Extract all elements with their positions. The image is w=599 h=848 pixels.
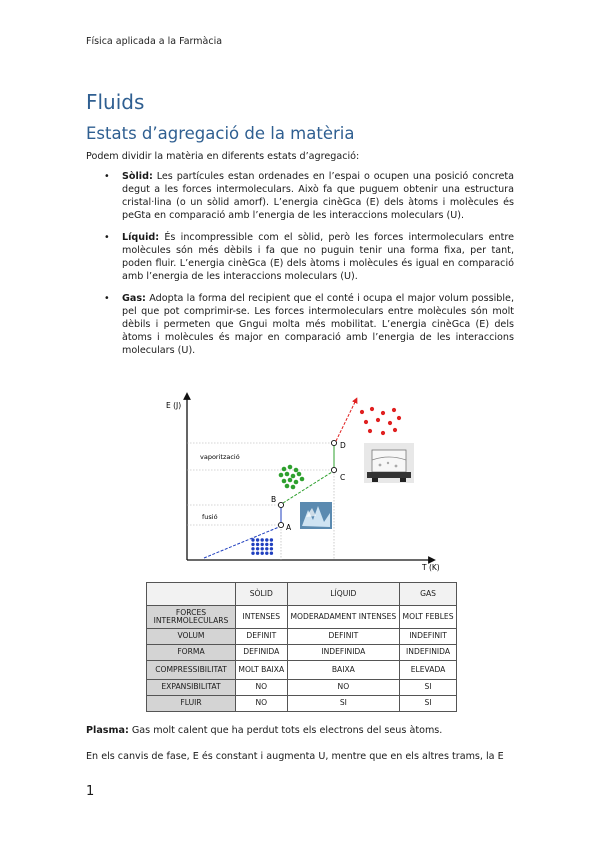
table-cell: DEFINIT bbox=[287, 629, 400, 645]
solid-particle bbox=[265, 547, 268, 550]
point-c-marker bbox=[331, 467, 336, 472]
gas-particle bbox=[388, 421, 392, 425]
table-cell: SI bbox=[400, 696, 457, 712]
x-axis-label: T (K) bbox=[422, 563, 440, 572]
liquid-particles bbox=[279, 465, 305, 490]
table-cell: INDEFINIT bbox=[400, 629, 457, 645]
table-cell: NO bbox=[287, 680, 400, 696]
gas-particle bbox=[381, 431, 385, 435]
vaporization-label: vaporització bbox=[200, 453, 240, 461]
table-cell: NO bbox=[236, 680, 288, 696]
plasma-text: Gas molt calent que ha perdut tots els electrons del seus àtoms. bbox=[128, 725, 443, 736]
table-cell: DEFINIT bbox=[236, 629, 288, 645]
table-header-gas: GAS bbox=[400, 583, 457, 606]
term-solid: Sòlid: bbox=[122, 171, 153, 182]
row-label: FORMA bbox=[147, 645, 236, 661]
term-gas: Gas: bbox=[122, 293, 146, 304]
solid-particle bbox=[265, 538, 268, 541]
table-row bbox=[147, 629, 457, 645]
table-row bbox=[147, 606, 457, 629]
states-list bbox=[104, 170, 514, 366]
table-cell: MOLT BAIXA bbox=[236, 661, 288, 680]
gas-particle bbox=[397, 416, 401, 420]
table-header-solid: SÒLID bbox=[236, 583, 288, 606]
text-liquid: És incompressible com el sòlid, però les forces intermoleculars entre molècules són més dèbils i fa que no puguin tenir una forma fixa, per tant, poden fluir. L’energia cinèGca (E) dels àtoms i molècules és igual en comparació amb l’energia de les interaccions moleculars (U). bbox=[122, 232, 514, 282]
row-label: FORCES INTERMOLECULARS bbox=[147, 606, 236, 629]
table-cell: BAIXA bbox=[287, 661, 400, 680]
list-item-solid bbox=[104, 170, 514, 222]
bullet-glyph: • bbox=[104, 171, 110, 182]
fusion-label: fusió bbox=[202, 513, 218, 521]
plasma-paragraph bbox=[86, 724, 442, 737]
bullet-glyph: • bbox=[104, 293, 110, 304]
table-cell: NO bbox=[236, 696, 288, 712]
table-cell: DEFINIDA bbox=[236, 645, 288, 661]
liquid-particle bbox=[282, 479, 287, 484]
solid-particle bbox=[256, 552, 259, 555]
gas-particle bbox=[381, 411, 385, 415]
y-axis-label: E (J) bbox=[166, 401, 182, 410]
intro-paragraph: Podem dividir la matèria en diferents estats d’agregació: bbox=[86, 151, 360, 162]
phase-change-paragraph: En els canvis de fase, E és constant i augmenta U, mentre que en els altres trams, la E bbox=[86, 751, 504, 762]
liquid-particle bbox=[288, 465, 293, 470]
solid-particle bbox=[265, 552, 268, 555]
bullet-glyph: • bbox=[104, 232, 110, 243]
gas-particle bbox=[370, 407, 374, 411]
table-cell: MOLT FEBLES bbox=[400, 606, 457, 629]
point-d-marker bbox=[331, 440, 336, 445]
solid-particle bbox=[251, 538, 254, 541]
section-subtitle: Estats d’agregació de la matèria bbox=[86, 124, 355, 143]
gas-particle bbox=[364, 420, 368, 424]
row-label: VOLUM bbox=[147, 629, 236, 645]
gas-particle bbox=[393, 428, 397, 432]
solid-particle bbox=[270, 552, 273, 555]
gas-particles bbox=[360, 407, 401, 435]
table-corner bbox=[147, 583, 236, 606]
gas-segment bbox=[336, 400, 356, 441]
table-row bbox=[147, 661, 457, 680]
liquid-particle bbox=[294, 468, 299, 473]
page-title: Fluids bbox=[86, 90, 145, 114]
table-cell: SI bbox=[287, 696, 400, 712]
table-cell: INTENSES bbox=[236, 606, 288, 629]
page-header: Física aplicada a la Farmàcia bbox=[86, 36, 223, 47]
term-liquid: Líquid: bbox=[122, 232, 160, 243]
text-gas: Adopta la forma del recipient que el conté i ocupa el major volum possible, pel que pot comprimir-se. Les forces intermoleculars entre molècules són molt dèbils i permeten que Gngui molta més mobilitat. L’energia cinèGca (E) dels àtoms i molècules és major en comparació amb l’energia de les interaccions moleculars (U). bbox=[122, 293, 514, 356]
liquid-particle bbox=[288, 478, 293, 483]
table-cell: ELEVADA bbox=[400, 661, 457, 680]
solid-particle bbox=[261, 538, 264, 541]
gas-particle bbox=[368, 429, 372, 433]
table-header-liquid: LÍQUID bbox=[287, 583, 400, 606]
solid-particle bbox=[251, 543, 254, 546]
gas-particle bbox=[376, 418, 380, 422]
point-a-label: A bbox=[286, 523, 292, 532]
solid-particle bbox=[261, 547, 264, 550]
liquid-particle bbox=[279, 473, 284, 478]
solid-particles bbox=[251, 538, 273, 555]
point-b-label: B bbox=[271, 495, 277, 504]
solid-particle bbox=[270, 543, 273, 546]
solid-particle bbox=[270, 538, 273, 541]
table-cell: INDEFINIDA bbox=[400, 645, 457, 661]
solid-particle bbox=[256, 543, 259, 546]
row-label: EXPANSIBILITAT bbox=[147, 680, 236, 696]
text-solid: Les partícules estan ordenades en l’espai o ocupen una posició concreta degut a les forces intermoleculars. Això fa que puguem obtenir una estructura cristal·lina (o un sòlid amorf). L’energia cinèGca (E) dels àtoms i molècules és peGta en comparació amb l’energia de les interaccions moleculars (U). bbox=[122, 171, 514, 221]
liquid-particle bbox=[297, 472, 302, 477]
table-cell: MODERADAMENT INTENSES bbox=[287, 606, 400, 629]
liquid-particle bbox=[285, 484, 290, 489]
point-b-marker bbox=[278, 502, 283, 507]
solid-particle bbox=[261, 552, 264, 555]
point-a-marker bbox=[278, 522, 283, 527]
list-item-liquid bbox=[104, 231, 514, 283]
solid-particle bbox=[265, 543, 268, 546]
states-table bbox=[146, 582, 457, 712]
table-row bbox=[147, 645, 457, 661]
page-number: 1 bbox=[86, 784, 95, 799]
table-cell: SI bbox=[400, 680, 457, 696]
liquid-particle bbox=[282, 467, 287, 472]
list-item-gas bbox=[104, 292, 514, 357]
point-c-label: C bbox=[340, 473, 346, 482]
solid-particle bbox=[251, 547, 254, 550]
plasma-term: Plasma: bbox=[86, 725, 129, 736]
table-cell: INDEFINIDA bbox=[287, 645, 400, 661]
liquid-segment bbox=[283, 472, 332, 503]
table-row bbox=[147, 696, 457, 712]
solid-particle bbox=[251, 552, 254, 555]
liquid-particle bbox=[285, 472, 290, 477]
point-d-label: D bbox=[340, 441, 346, 450]
solid-particle bbox=[256, 538, 259, 541]
table-header-row bbox=[147, 583, 457, 606]
solid-particle bbox=[256, 547, 259, 550]
row-label: COMPRESSIBILITAT bbox=[147, 661, 236, 680]
table-row bbox=[147, 680, 457, 696]
liquid-particle bbox=[291, 485, 296, 490]
liquid-particle bbox=[300, 477, 305, 482]
phase-diagram bbox=[150, 392, 450, 577]
boiling-photo bbox=[364, 443, 414, 483]
solid-particle bbox=[270, 547, 273, 550]
gas-particle bbox=[392, 408, 396, 412]
gas-particle bbox=[360, 410, 364, 414]
row-label: FLUIR bbox=[147, 696, 236, 712]
liquid-particle bbox=[291, 474, 296, 479]
solid-particle bbox=[261, 543, 264, 546]
ice-photo bbox=[300, 502, 332, 529]
liquid-particle bbox=[294, 480, 299, 485]
